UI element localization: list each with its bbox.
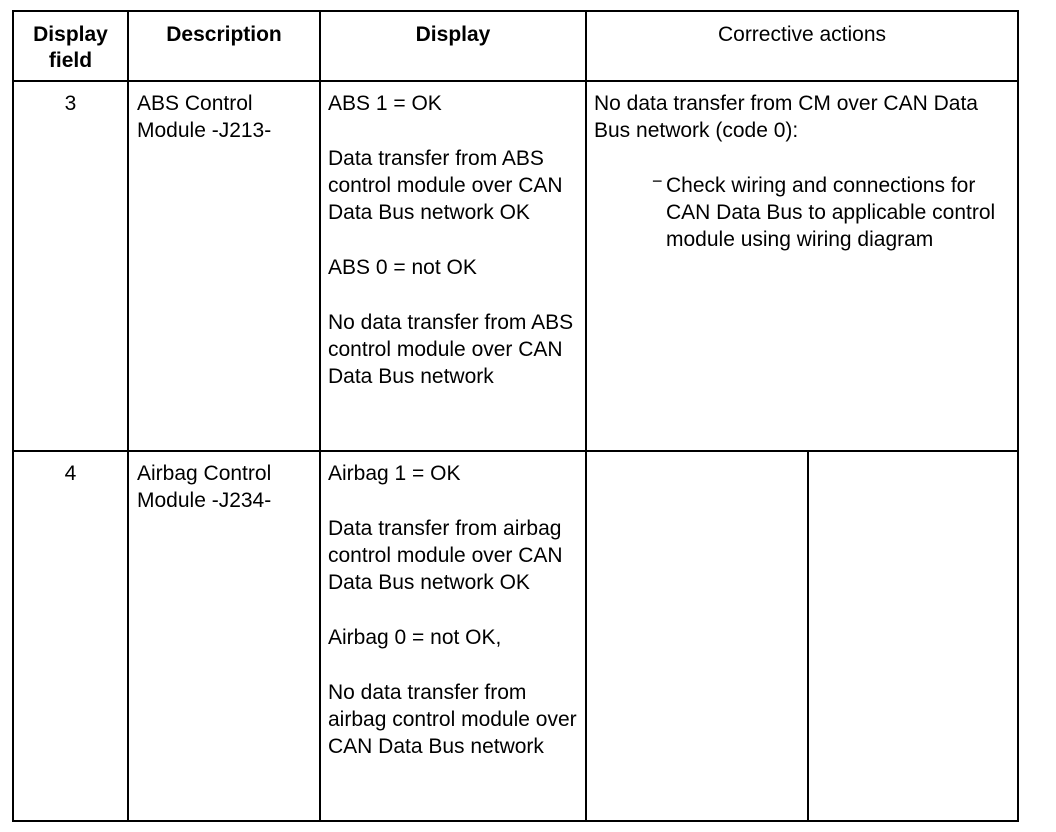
row1-display-not-ok-desc: No data transfer from ABS control module over CAN Data Bus network [328,311,574,388]
row2-display-status-not-ok: Airbag 0 = not OK, [328,626,502,649]
header-corrective-actions: Corrective actions [717,23,887,46]
row1-display-status-not-ok: ABS 0 = not OK [328,256,477,279]
dash-bullet-icon: − [652,171,663,191]
column-divider-3 [585,12,587,820]
row1-display-status-ok: ABS 1 = OK [328,92,442,115]
diagnostic-table [12,10,1019,822]
header-display-field-line2: field [48,49,93,72]
row1-display-ok-desc: Data transfer from ABS control module over CAN Data Bus network OK [328,147,563,224]
row2-display [328,460,583,760]
row1-description-line1: ABS Control [137,92,253,115]
row1-corrective-bullet-text: Check wiring and connections for CAN Data Bus to applicable control module using wiring diagram [666,174,996,251]
row1-description [137,90,317,144]
row-divider [14,450,1017,452]
header-display-field [14,22,127,74]
row2-display-status-ok: Airbag 1 = OK [328,462,461,485]
header-divider [14,80,1017,82]
row1-corrective-bullet [652,171,1006,253]
column-divider-2 [319,12,321,820]
row1-field: 3 [64,92,77,115]
row2-description [137,460,317,514]
row1-display [328,90,583,390]
row1-corrective-intro: No data transfer from CM over CAN Data Bus network (code 0): [594,92,978,142]
row2-field: 4 [64,462,77,485]
header-description: Description [166,23,282,46]
row2-description-line1: Airbag Control [137,462,272,485]
header-display: Display [415,23,491,46]
row2-display-ok-desc: Data transfer from airbag control module over CAN Data Bus network OK [328,517,563,594]
header-display-field-line1: Display [33,23,108,46]
row2-description-line2: Module -J234- [137,489,272,512]
column-divider-4 [807,451,809,820]
column-divider-1 [127,12,129,820]
row1-description-line2: Module -J213- [137,119,272,142]
row1-corrective-actions [594,90,1009,253]
row2-display-not-ok-desc: No data transfer from airbag control module over CAN Data Bus network [328,681,577,758]
